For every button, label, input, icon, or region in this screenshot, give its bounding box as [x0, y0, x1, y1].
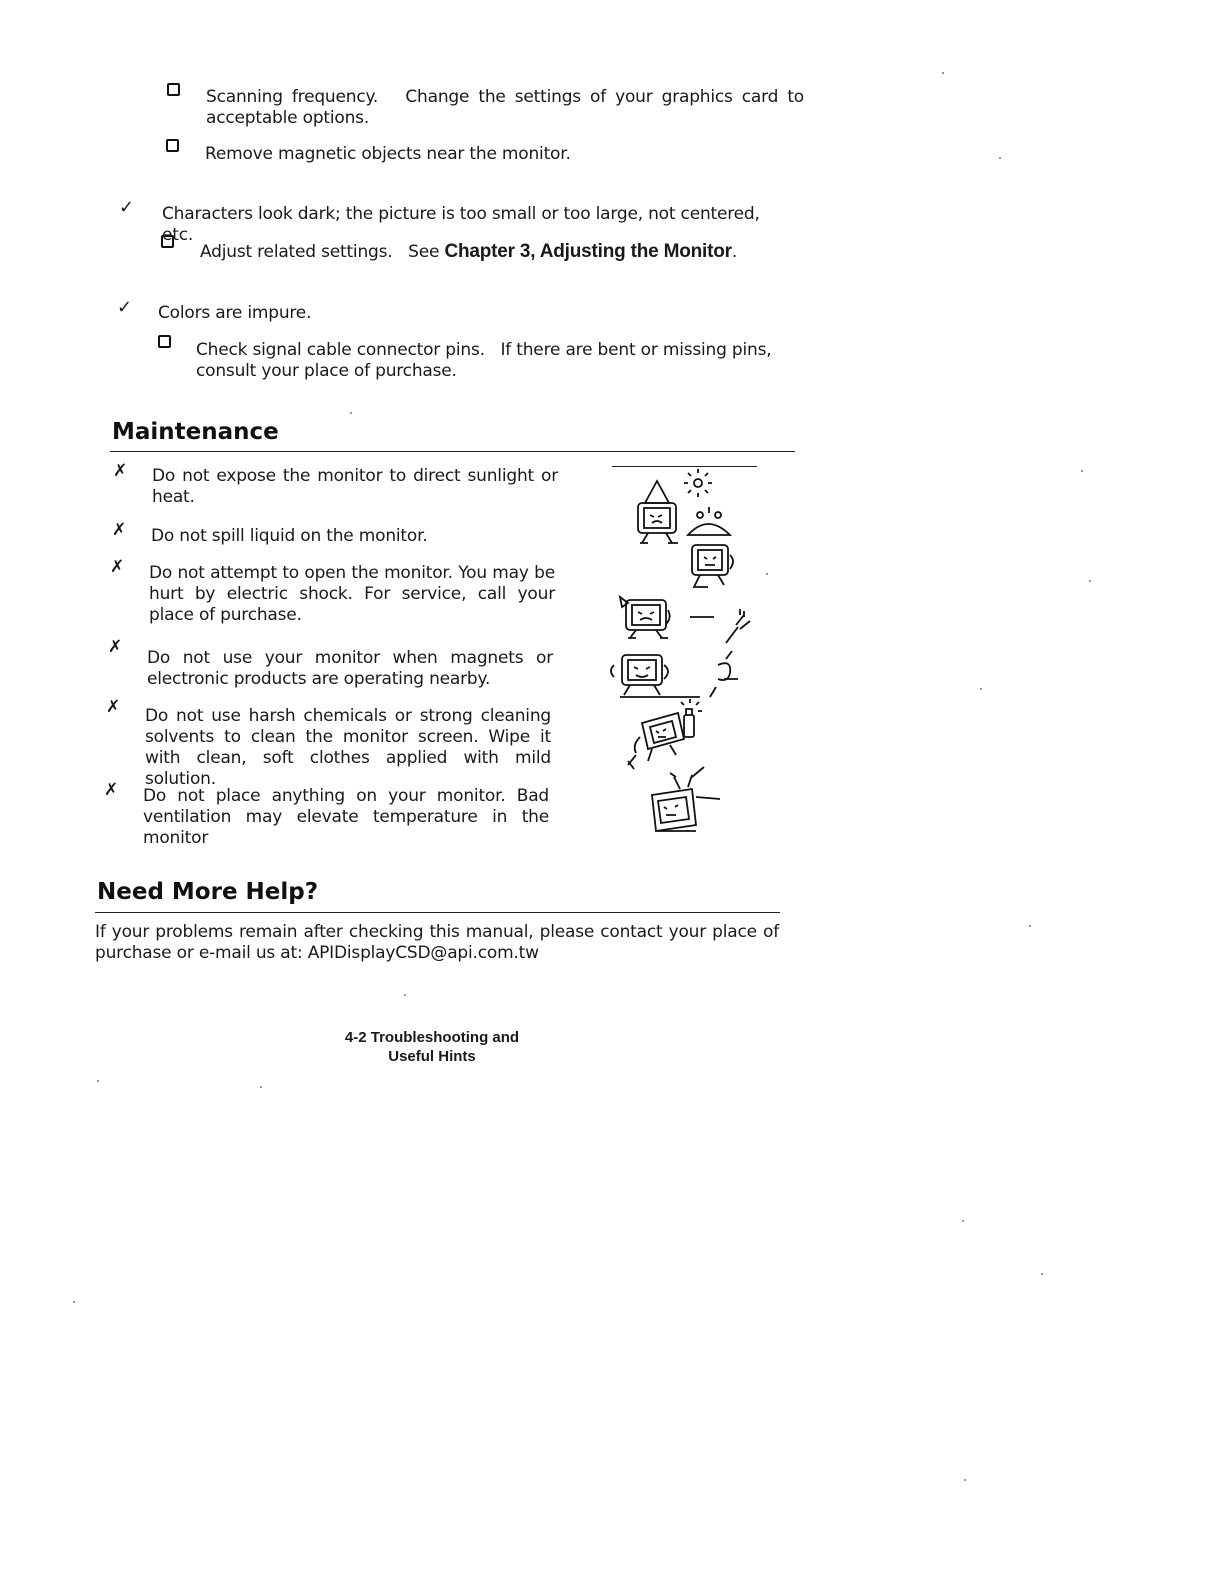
scan-speck: [962, 1220, 964, 1222]
check-pins-text: [196, 340, 796, 382]
maintenance-item: Do not use harsh chemicals or strong cleaning solvents to clean the monitor screen. Wipe it with clean, soft clothes applied with mild solution.: [145, 706, 551, 789]
scan-speck: [964, 1479, 966, 1481]
scan-speck: [404, 994, 406, 996]
remove-magnetic-text: Remove magnetic objects near the monitor.: [205, 144, 571, 164]
checkbox-icon: [161, 235, 174, 248]
scan-speck: [980, 688, 982, 690]
scanning-frequency-text: [206, 87, 804, 129]
scan-speck: [1081, 470, 1083, 472]
check-pins-part1: Check signal cable connector pins.: [196, 340, 485, 360]
cross-icon: ✗: [104, 780, 119, 800]
checkmark-icon: ✓: [119, 197, 135, 218]
checkbox-icon: [167, 83, 180, 96]
scan-speck: [1089, 580, 1091, 582]
adjust-prefix: Adjust related settings.: [200, 242, 393, 262]
scan-speck: [97, 1080, 99, 1082]
scan-speck: [942, 72, 944, 74]
page-footer: [312, 1028, 552, 1066]
adjust-see: See: [408, 242, 440, 262]
footer-line-2: Useful Hints: [388, 1048, 476, 1065]
help-text: If your problems remain after checking this manual, please contact your place of purchase or e-mail us at: APIDisplayCSD@api.com.tw: [95, 922, 779, 963]
maintenance-item: Do not place anything on your monitor. Bad ventilation may elevate temperature in the monitor: [143, 786, 549, 848]
cross-icon: ✗: [113, 461, 128, 481]
adjust-settings-text: [200, 240, 820, 264]
maintenance-rule: [110, 451, 795, 452]
adjust-suffix: .: [731, 242, 738, 262]
help-heading: Need More Help?: [97, 879, 319, 905]
colors-impure-text: Colors are impure.: [158, 303, 312, 323]
help-rule: [95, 912, 780, 913]
scan-speck: [1029, 925, 1031, 927]
scan-speck: [260, 1086, 262, 1088]
maintenance-item: Do not expose the monitor to direct sunlight or heat.: [152, 466, 558, 507]
scanning-part2: Change the settings of your graphics card to acceptable options.: [206, 87, 804, 128]
maintenance-item: Do not spill liquid on the monitor.: [151, 526, 428, 546]
scan-speck: [73, 1301, 75, 1303]
checkbox-icon: [166, 139, 179, 152]
checkbox-icon: [158, 335, 171, 348]
cross-icon: ✗: [112, 520, 127, 540]
cross-icon: ✗: [110, 557, 125, 577]
characters-dark-text: Characters look dark; the picture is too small or too large, not centered, etc.: [162, 204, 760, 245]
scan-speck: [350, 412, 352, 414]
checkmark-icon: ✓: [117, 297, 133, 318]
scan-speck: [999, 157, 1001, 159]
cross-icon: ✗: [108, 637, 123, 657]
footer-line-1: 4-2 Troubleshooting and: [344, 1029, 520, 1046]
maintenance-item: Do not attempt to open the monitor. You may be hurt by electric shock. For service, call your place of purchase.: [149, 563, 555, 625]
check-pins-part2: If there are bent or missing pins, consult your place of purchase.: [196, 340, 772, 381]
maintenance-item: Do not use your monitor when magnets or electronic products are operating nearby.: [147, 648, 553, 689]
chapter-reference: Chapter 3, Adjusting the Monitor: [444, 241, 732, 262]
cross-icon: ✗: [106, 697, 121, 717]
scan-speck: [1041, 1273, 1043, 1275]
scan-speck: [766, 573, 768, 575]
cartoon-monitor-illustrations-icon: [600, 465, 760, 860]
maintenance-heading: Maintenance: [112, 419, 279, 445]
scanning-part1: Scanning frequency.: [206, 87, 379, 107]
